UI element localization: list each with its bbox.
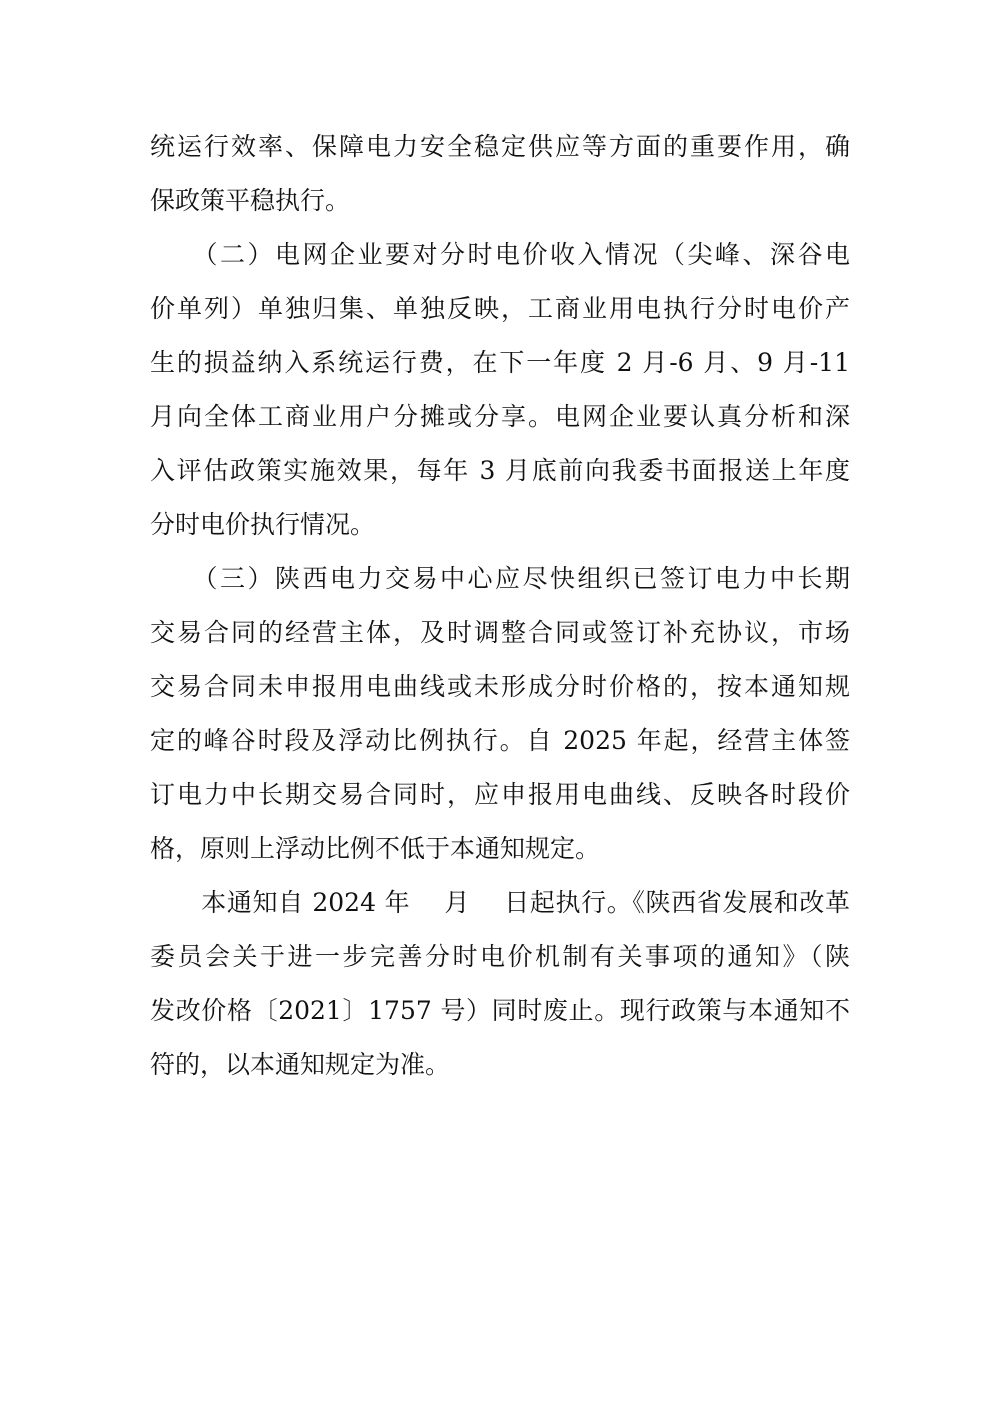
- text-line: 定的峰谷时段及浮动比例执行。自 2025 年起，经营主体签: [150, 726, 850, 755]
- text-line: 生的损益纳入系统运行费，在下一年度 2 月-6 月、9 月-11: [150, 348, 850, 377]
- text-line: 入评估政策实施效果，每年 3 月底前向我委书面报送上年度: [150, 456, 850, 485]
- text-line: 价单列）单独归集、单独反映，工商业用电执行分时电价产: [150, 294, 850, 323]
- text-line: （二）电网企业要对分时电价收入情况（尖峰、深谷电: [150, 240, 850, 269]
- text-line: 委员会关于进一步完善分时电价机制有关事项的通知》（陕: [150, 942, 850, 971]
- text-line: 交易合同未申报用电曲线或未形成分时价格的，按本通知规: [150, 672, 850, 701]
- text-line: 发改价格〔2021〕1757 号）同时废止。现行政策与本通知不: [150, 996, 850, 1025]
- text-line: 交易合同的经营主体，及时调整合同或签订补充协议，市场: [150, 618, 850, 647]
- text-line: 本通知自 2024 年 月 日起执行。《陕西省发展和改革: [150, 888, 850, 917]
- text-line: 月向全体工商业用户分摊或分享。电网企业要认真分析和深: [150, 402, 850, 431]
- text-line: 符的，以本通知规定为准。: [150, 1050, 451, 1079]
- text-line: 分时电价执行情况。: [150, 510, 376, 539]
- text-line: 保政策平稳执行。: [150, 186, 351, 215]
- text-line: 格，原则上浮动比例不低于本通知规定。: [150, 834, 601, 863]
- text-line: 订电力中长期交易合同时，应申报用电曲线、反映各时段价: [150, 780, 850, 809]
- text-line: 统运行效率、保障电力安全稳定供应等方面的重要作用，确: [150, 132, 850, 161]
- text-line: （三）陕西电力交易中心应尽快组织已签订电力中长期: [150, 564, 850, 593]
- document-body: [150, 120, 850, 1092]
